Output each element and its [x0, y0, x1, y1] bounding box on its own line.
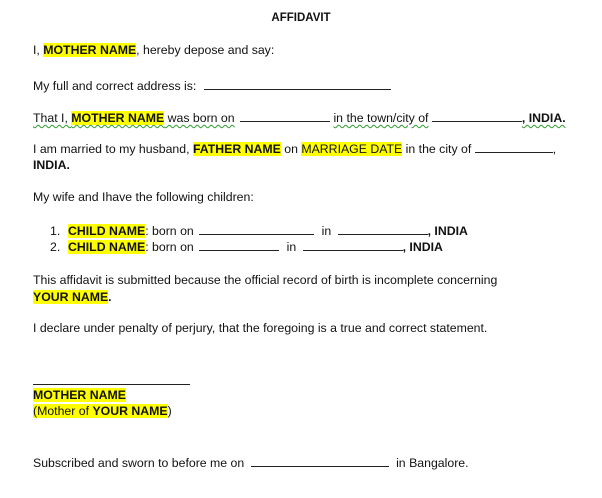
your-name-signature-placeholder[interactable]: YOUR NAME [92, 404, 168, 418]
child-birth-place-blank[interactable] [303, 239, 403, 251]
city-label: in the city of [402, 142, 475, 156]
record-statement-name [33, 290, 112, 305]
child-row-2 [33, 239, 443, 255]
sworn-date-blank[interactable] [251, 455, 389, 467]
born-on-label: was born on [164, 111, 235, 125]
mother-name-placeholder-2[interactable]: MOTHER NAME [71, 111, 165, 125]
mother-name-placeholder[interactable]: MOTHER NAME [43, 43, 137, 57]
child-name-placeholder[interactable]: CHILD NAME [68, 240, 146, 254]
child-born-label: : born on [145, 240, 194, 254]
child-number: 2. [50, 240, 61, 254]
mother-of-label: (Mother of [33, 404, 93, 418]
marriage-india: INDIA. [33, 158, 70, 172]
child-in-label: in [286, 240, 297, 254]
on-label: on [280, 142, 302, 156]
address-blank[interactable] [204, 78, 391, 90]
india-label: , INDIA. [521, 111, 566, 125]
marriage-date-placeholder[interactable]: MARRIAGE DATE [301, 142, 403, 156]
child-india-label: , INDIA [427, 224, 468, 238]
child-row-1 [33, 223, 468, 239]
marriage-prefix: I am married to my husband, [33, 142, 193, 156]
deposition-intro [33, 43, 274, 58]
child-born-label: : born on [145, 224, 194, 238]
town-city-label: in the town/city of [333, 111, 429, 125]
child-birth-date-blank[interactable] [199, 223, 314, 235]
sworn-location: in Bangalore. [396, 456, 469, 470]
sworn-statement [33, 455, 469, 471]
birth-town-blank[interactable] [432, 110, 522, 122]
signature-line[interactable] [33, 384, 190, 385]
child-in-label: in [321, 224, 332, 238]
father-name-placeholder[interactable]: FATHER NAME [192, 142, 281, 156]
mother-name-signature-placeholder[interactable]: MOTHER NAME [33, 388, 126, 402]
closing-paren: ) [167, 404, 172, 418]
child-name-placeholder[interactable]: CHILD NAME [68, 224, 146, 238]
birth-date-blank[interactable] [240, 110, 330, 122]
child-india-label: , INDIA [402, 240, 443, 254]
child-birth-place-blank[interactable] [338, 223, 428, 235]
signature-name [33, 388, 126, 403]
document-title: AFFIDAVIT [271, 12, 331, 24]
perjury-declaration: I declare under penalty of perjury, that the foregoing is a true and correct statement. [33, 321, 488, 335]
marriage-statement [33, 141, 556, 157]
address-line [33, 78, 391, 94]
child-number: 1. [50, 224, 61, 238]
address-label: My full and correct address is: [33, 79, 197, 93]
comma: , [552, 142, 557, 156]
signature-relation [33, 404, 172, 419]
your-name-placeholder[interactable]: YOUR NAME [33, 290, 109, 304]
marriage-city-blank[interactable] [475, 141, 553, 153]
birth-statement [33, 110, 566, 126]
period: . [108, 290, 112, 304]
birth-prefix: That I, [33, 111, 72, 125]
children-intro: My wife and Ihave the following children: [33, 190, 254, 204]
record-statement: This affidavit is submitted because the official record of birth is incomplete concerning [33, 273, 498, 287]
child-birth-date-blank[interactable] [199, 239, 279, 251]
intro-suffix: , hereby depose and say: [136, 43, 275, 57]
intro-prefix: I, [33, 43, 44, 57]
sworn-label: Subscribed and sworn to before me on [33, 456, 245, 470]
